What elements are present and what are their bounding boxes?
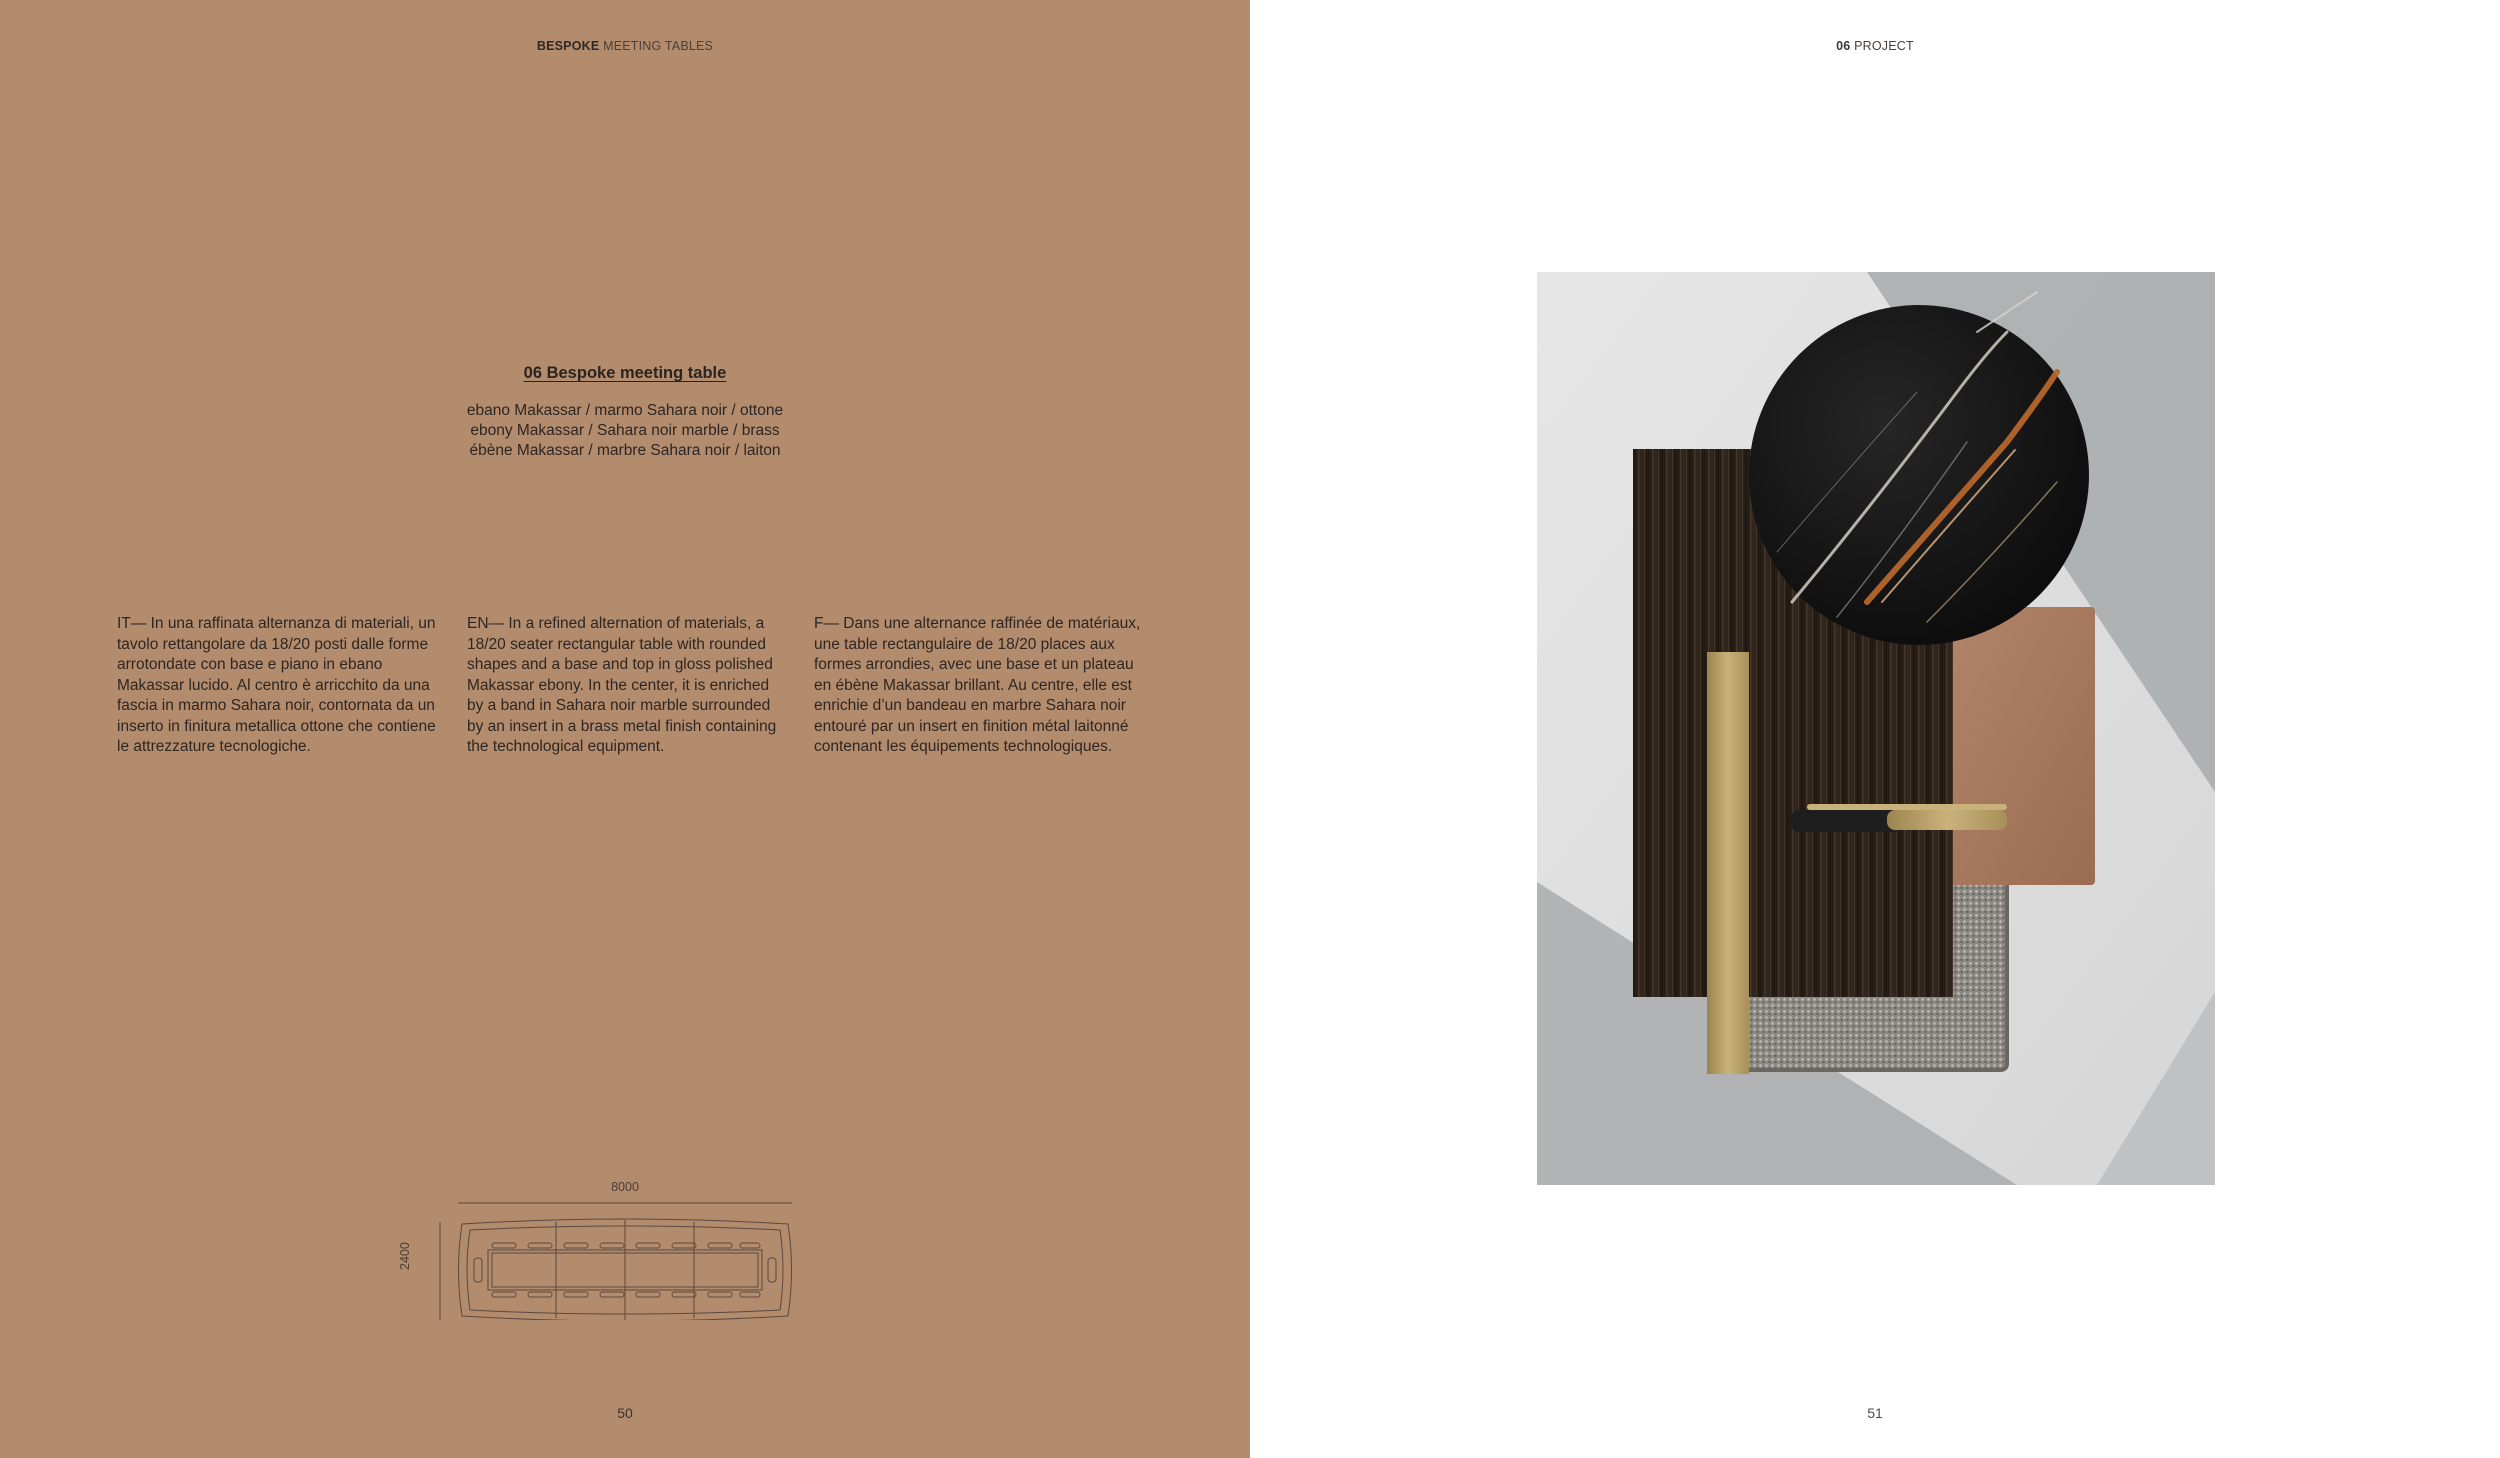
material-moodboard-photo (1537, 272, 2215, 1185)
running-head-bold: BESPOKE (536, 39, 600, 53)
material-line-fr: ébène Makassar / marbre Sahara noir / laiton (469, 442, 781, 459)
pen-object (1791, 804, 2007, 832)
material-line-en: ebony Makassar / Sahara noir marble / brass (470, 422, 780, 439)
running-head-bold: 06 (1836, 39, 1851, 53)
material-line-it: ebano Makassar / marmo Sahara noir / ottone (466, 402, 784, 419)
description-english: EN— In a refined alternation of materials, a 18/20 seater rectangular table with rounded shapes and a base and top in gloss polished Makassar ebony. In the center, it is enriched by a band in Sahara noir marble surrounded by an insert in a brass metal finish containing the technological equipment. (467, 615, 777, 755)
table-plan-svg (410, 1180, 840, 1320)
leather-sample (1949, 607, 2095, 885)
materials-list (0, 401, 1250, 461)
tech-outlets-top (492, 1243, 760, 1248)
title-block (0, 364, 1250, 461)
running-head-left (0, 39, 1250, 53)
right-page (1250, 0, 2500, 1458)
running-head-light: MEETING TABLES (603, 39, 714, 53)
description-italian: IT— In una raffinata alternanza di materiali, un tavolo rettangolare da 18/20 posti dalle forme arrotondate con base e piano in ebano Makassar lucido. Al centro è arricchito da una fascia in marmo Sahara noir, contornata da un inserto in finitura metallica ottone che contiene le attrezzature tecnologiche. (117, 615, 436, 755)
page-number-right: 51 (1867, 1405, 1883, 1421)
description-french: F— Dans une alternance raffinée de matériaux, une table rectangulaire de 18/20 places aux formes arrondies, avec une base et un plateau en ébène Makassar brillant. Au centre, elle est enrichie d’un bandeau en marbre Sahara noir entouré par un insert en finition métal laitonné contenant les équipements technologiques. (814, 615, 1141, 755)
tech-outlets-bottom (492, 1292, 760, 1297)
brass-bar-sample (1707, 652, 1749, 1074)
page-title: 06 Bespoke meeting table (523, 364, 727, 382)
page-number-left: 50 (617, 1405, 633, 1421)
width-dimension-label: 8000 (611, 1180, 639, 1194)
running-head-light: PROJECT (1854, 39, 1914, 53)
depth-dimension-label: 2400 (398, 1242, 412, 1270)
table-plan-drawing (398, 1180, 810, 1320)
running-head-right (1250, 39, 2500, 53)
